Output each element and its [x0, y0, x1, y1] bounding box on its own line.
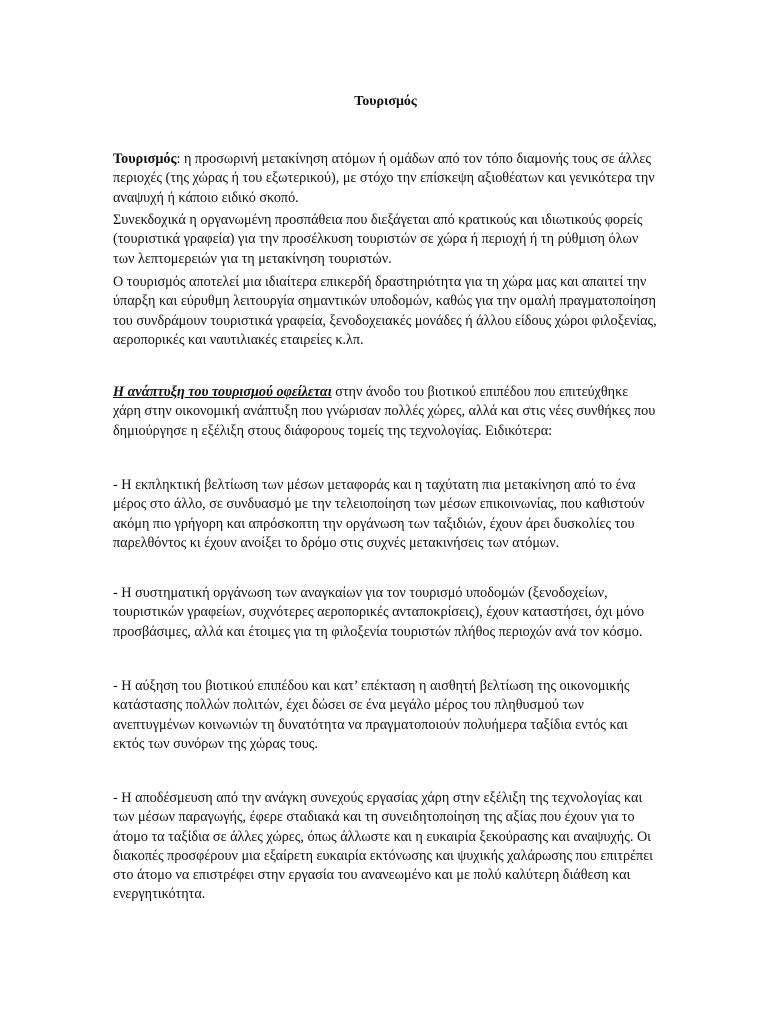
- list-item: - Η εκπληκτική βελτίωση των μέσων μεταφοράς και η ταχύτατη πια μετακίνηση από το ένα μέρος στο άλλο, σε συνδυασμό με την τελειοποίηση των μέσων επικοινωνίας, που καθιστούν ακόμη πιο γρήγορη και απρόσκοπτη την οργάνωση των ταξιδιών, έχουν άρει δυσκολίες του παρελθόντος κι έχουν ανοίξει το δρόμο στις συχνές μετακινήσεις των ατόμων.: [113, 477, 645, 551]
- definition-text: : η προσωρινή μετακίνηση ατόμων ή ομάδων από τον τόπο διαμονής τους σε άλλες περιοχές (της χώρας ή του εξωτερικού), με στόχο την επίσκεψη αξιοθέατων και γενικότερα την αναψυχή ή κάποιο ειδικό σκοπό.: [113, 151, 655, 206]
- development-text: στην άνοδο του βιοτικού επιπέδου που επιτεύχθηκε χάρη στην οικονομική ανάπτυξη που γνώρισαν πολλές χώρες, αλλά και στις νέες συνθήκες που δημιούργησε η εξέλιξη στους διάφορους τομείς της τεχνολογίας. Ειδικότερα:: [113, 384, 656, 439]
- document-title: Τουρισμός: [354, 94, 417, 109]
- development-heading: Η ανάπτυξη του τουρισμού οφείλεται: [113, 384, 332, 400]
- profitable-activity-paragraph: Ο τουρισμός αποτελεί μια ιδιαίτερα επικερδή δραστηριότητα για τη χώρα μας και απαιτεί την ύπαρξη και εύρυθμη λειτουργία σημαντικών υποδομών, καθώς για την ομαλή πραγματοποίηση του συνδράμουν τουριστικά γραφεία, ξενοδοχειακές μονάδες ή άλλου είδους χώροι φιλοξενίας, αεροπορικές και ναυτιλιακές εταιρείες κ.λπ.: [113, 274, 657, 348]
- definition-paragraph: [113, 150, 658, 208]
- definition-term: Τουρισμός: [113, 151, 177, 167]
- list-item: - Η αύξηση του βιοτικού επιπέδου και κατ’ επέκταση η αισθητή βελτίωση της οικονομικής κατάστασης πολλών πολιτών, έχει δώσει σε ένα μεγάλο μέρος του πληθυσμού των ανεπτυγμένων κοινωνιών τη δυνατότητα να πραγματοποιούν πολυήμερα ταξίδια εντός και εκτός των συνόρων της χώρας τους.: [113, 678, 630, 752]
- document-page: [113, 0, 658, 1024]
- list-item: - Η αποδέσμευση από την ανάγκη συνεχούς εργασίας χάρη στην εξέλιξη της τεχνολογίας και των μέσων παραγωγής, έφερε σταδιακά και τη συνειδητοποίηση της αξίας που έχουν για το άτομο τα ταξίδια σε άλλες χώρες, όπως άλλωστε και η ευκαιρία ξεκούρασης και αναψυχής. Οι διακοπές προσφέρουν μια εξαίρετη ευκαιρία εκτόνωσης και ψυχικής χαλάρωσης που επιτρέπει στο άτομο να επιστρέφει στην εργασία του ανανεωμένο και με πολύ καλύτερη διάθεση και ενεργητικότητα.: [113, 790, 653, 903]
- list-item: - Η συστηματική οργάνωση των αναγκαίων για τον τουρισμό υποδομών (ξενοδοχείων, τουριστικών γραφείων, συχνότερες αεροπορικές ανταποκρίσεις), έχουν καταστήσει, όχι μόνο προσβάσιμες, αλλά και έτοιμες για τη φιλοξενία τουριστών πλήθος περιοχών ανά τον κόσμο.: [113, 585, 645, 640]
- organized-effort-paragraph: Συνεκδοχικά η οργανωμένη προσπάθεια που διεξάγεται από κρατικούς και ιδιωτικούς φορείς (τουριστικά γραφεία) για την προσέλκυση τουριστών σε χώρα ή περιοχή ή τη ρύθμιση όλων των λεπτομερειών για τη μετακίνηση τουριστών.: [113, 212, 643, 267]
- development-paragraph: [113, 383, 658, 441]
